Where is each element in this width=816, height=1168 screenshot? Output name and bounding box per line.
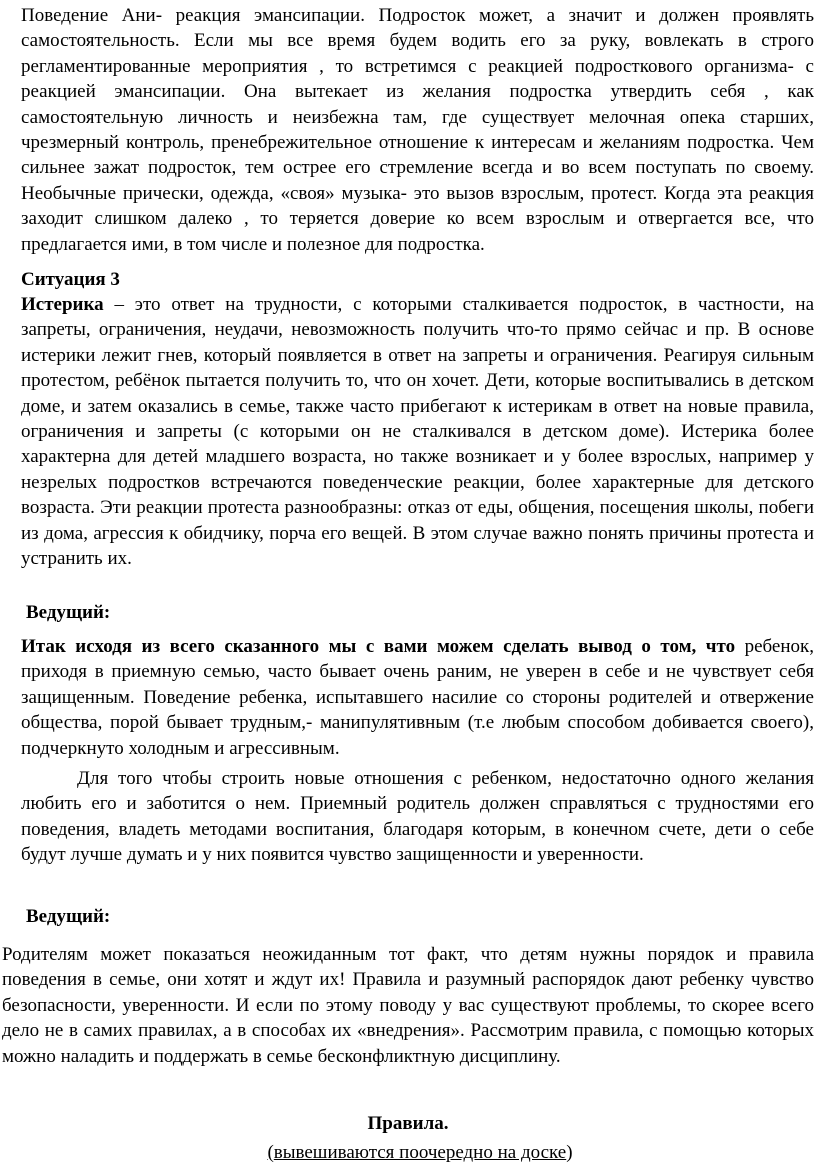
rules-note-text: вывешиваются поочередно на доске xyxy=(273,1142,567,1163)
paragraph-text: – это ответ на трудности, с которыми сталкивается подросток, в частности, на запреты, ограничения, неудачи, невозможность получить что-то прямо сейчас и пр. В основе истерики лежит гнев, который появляется в ответ на запреты и ограничения. Реагируя сильным протестом, ребёнок пытается получить то, что он хочет. Дети, которые воспитывались в детском доме, и затем оказались в семье, также часто прибегают к истерикам в ответ на новые правила, ограничения и запреты (с которыми он не сталкивался в детском доме). Истерика более характерна для детей младшего возраста, но также возникает и у более взрослых, например у незрелых подростков встречаются поведенческие реакции, более характерные для детского возраста. Эти реакции протеста разнообразны: отказ от еды, общения, посещения школы, побеги из дома, агрессия к обидчику, порча его вещей. В этом случае важно понять причины протеста и устранить их. xyxy=(21,294,814,570)
host-label: Ведущий: xyxy=(26,602,111,623)
situation-heading: Ситуация 3 xyxy=(21,269,120,290)
host-label: Ведущий: xyxy=(26,906,111,927)
rules-note: (вывешиваются поочередно на доске) xyxy=(267,1142,573,1163)
paragraph-text: Родителям может показаться неожиданным тот факт, что детям нужны порядок и правила поведения в семье, они хотят и ждут их! Правила и разумный распорядок дают ребенку чувство безопасности, уверенности. И если по этому поводу у вас существуют проблемы, то скорее всего дело не в самих правилах, а в способах их «внедрения». Рассмотрим правила, с помощью которых можно наладить и поддержать в семье бесконфликтную дисциплину. xyxy=(2,944,814,1067)
paragraph-text: ребенок, приходя в приемную семью, часто бывает очень раним, не уверен в себе и не чувствует себя защищенным. Поведение ребенка, испытавшего насилие со стороны родителей и отвержение общества, порой бывает трудным,- манипулятивным (т.е любым способом добивается своего), подчеркнуто холодным и агрессивным. xyxy=(21,636,815,759)
paragraph-text: Для того чтобы строить новые отношения с ребенком, недостаточно одного желания любить его и заботится о нем. Приемный родитель должен справляться с трудностями его поведения, владеть методами воспитания, благодаря которым, в конечном счете, дети о себе будут лучше думать и у них появится чувство защищенности и уверенности. xyxy=(21,768,814,866)
paragraph-emancipation xyxy=(21,3,814,257)
term-hysteria: Истерика xyxy=(21,294,104,315)
rules-heading: Правила. xyxy=(367,1113,449,1134)
paragraph-text: Поведение Ани- реакция эмансипации. Подросток может, а значит и должен проявлять самостоятельность. Если мы все время будем водить его за руку, вовлекать в строго регламентированные мероприятия , то встретимся с реакцией подросткового организма- с реакцией эмансипации. Она вытекает из желания подростка утвердить себя , как самостоятельную личность и неизбежна там, где существует мелочная опека старших, чрезмерный контроль, пренебрежительное отношение к интересам и желаниям подростка. Чем сильнее зажат подросток, тем острее его стремление всегда и во всем поступать по своему. Необычные прически, одежда, «своя» музыка- это вызов взрослым, протест. Когда эта реакция заходит слишком далеко , то теряется доверие ко всем взрослым и отвергается все, что предлагается ими, в том числе и полезное для подростка. xyxy=(21,5,814,255)
paragraph-conclusion xyxy=(21,634,814,761)
paragraph-hysteria xyxy=(21,292,814,571)
paragraph-rules-intro xyxy=(2,942,814,1069)
conclusion-lead: Итак исходя из всего сказанного мы с вами можем сделать вывод о том, что xyxy=(21,636,736,657)
paragraph-new-relations xyxy=(21,766,814,868)
